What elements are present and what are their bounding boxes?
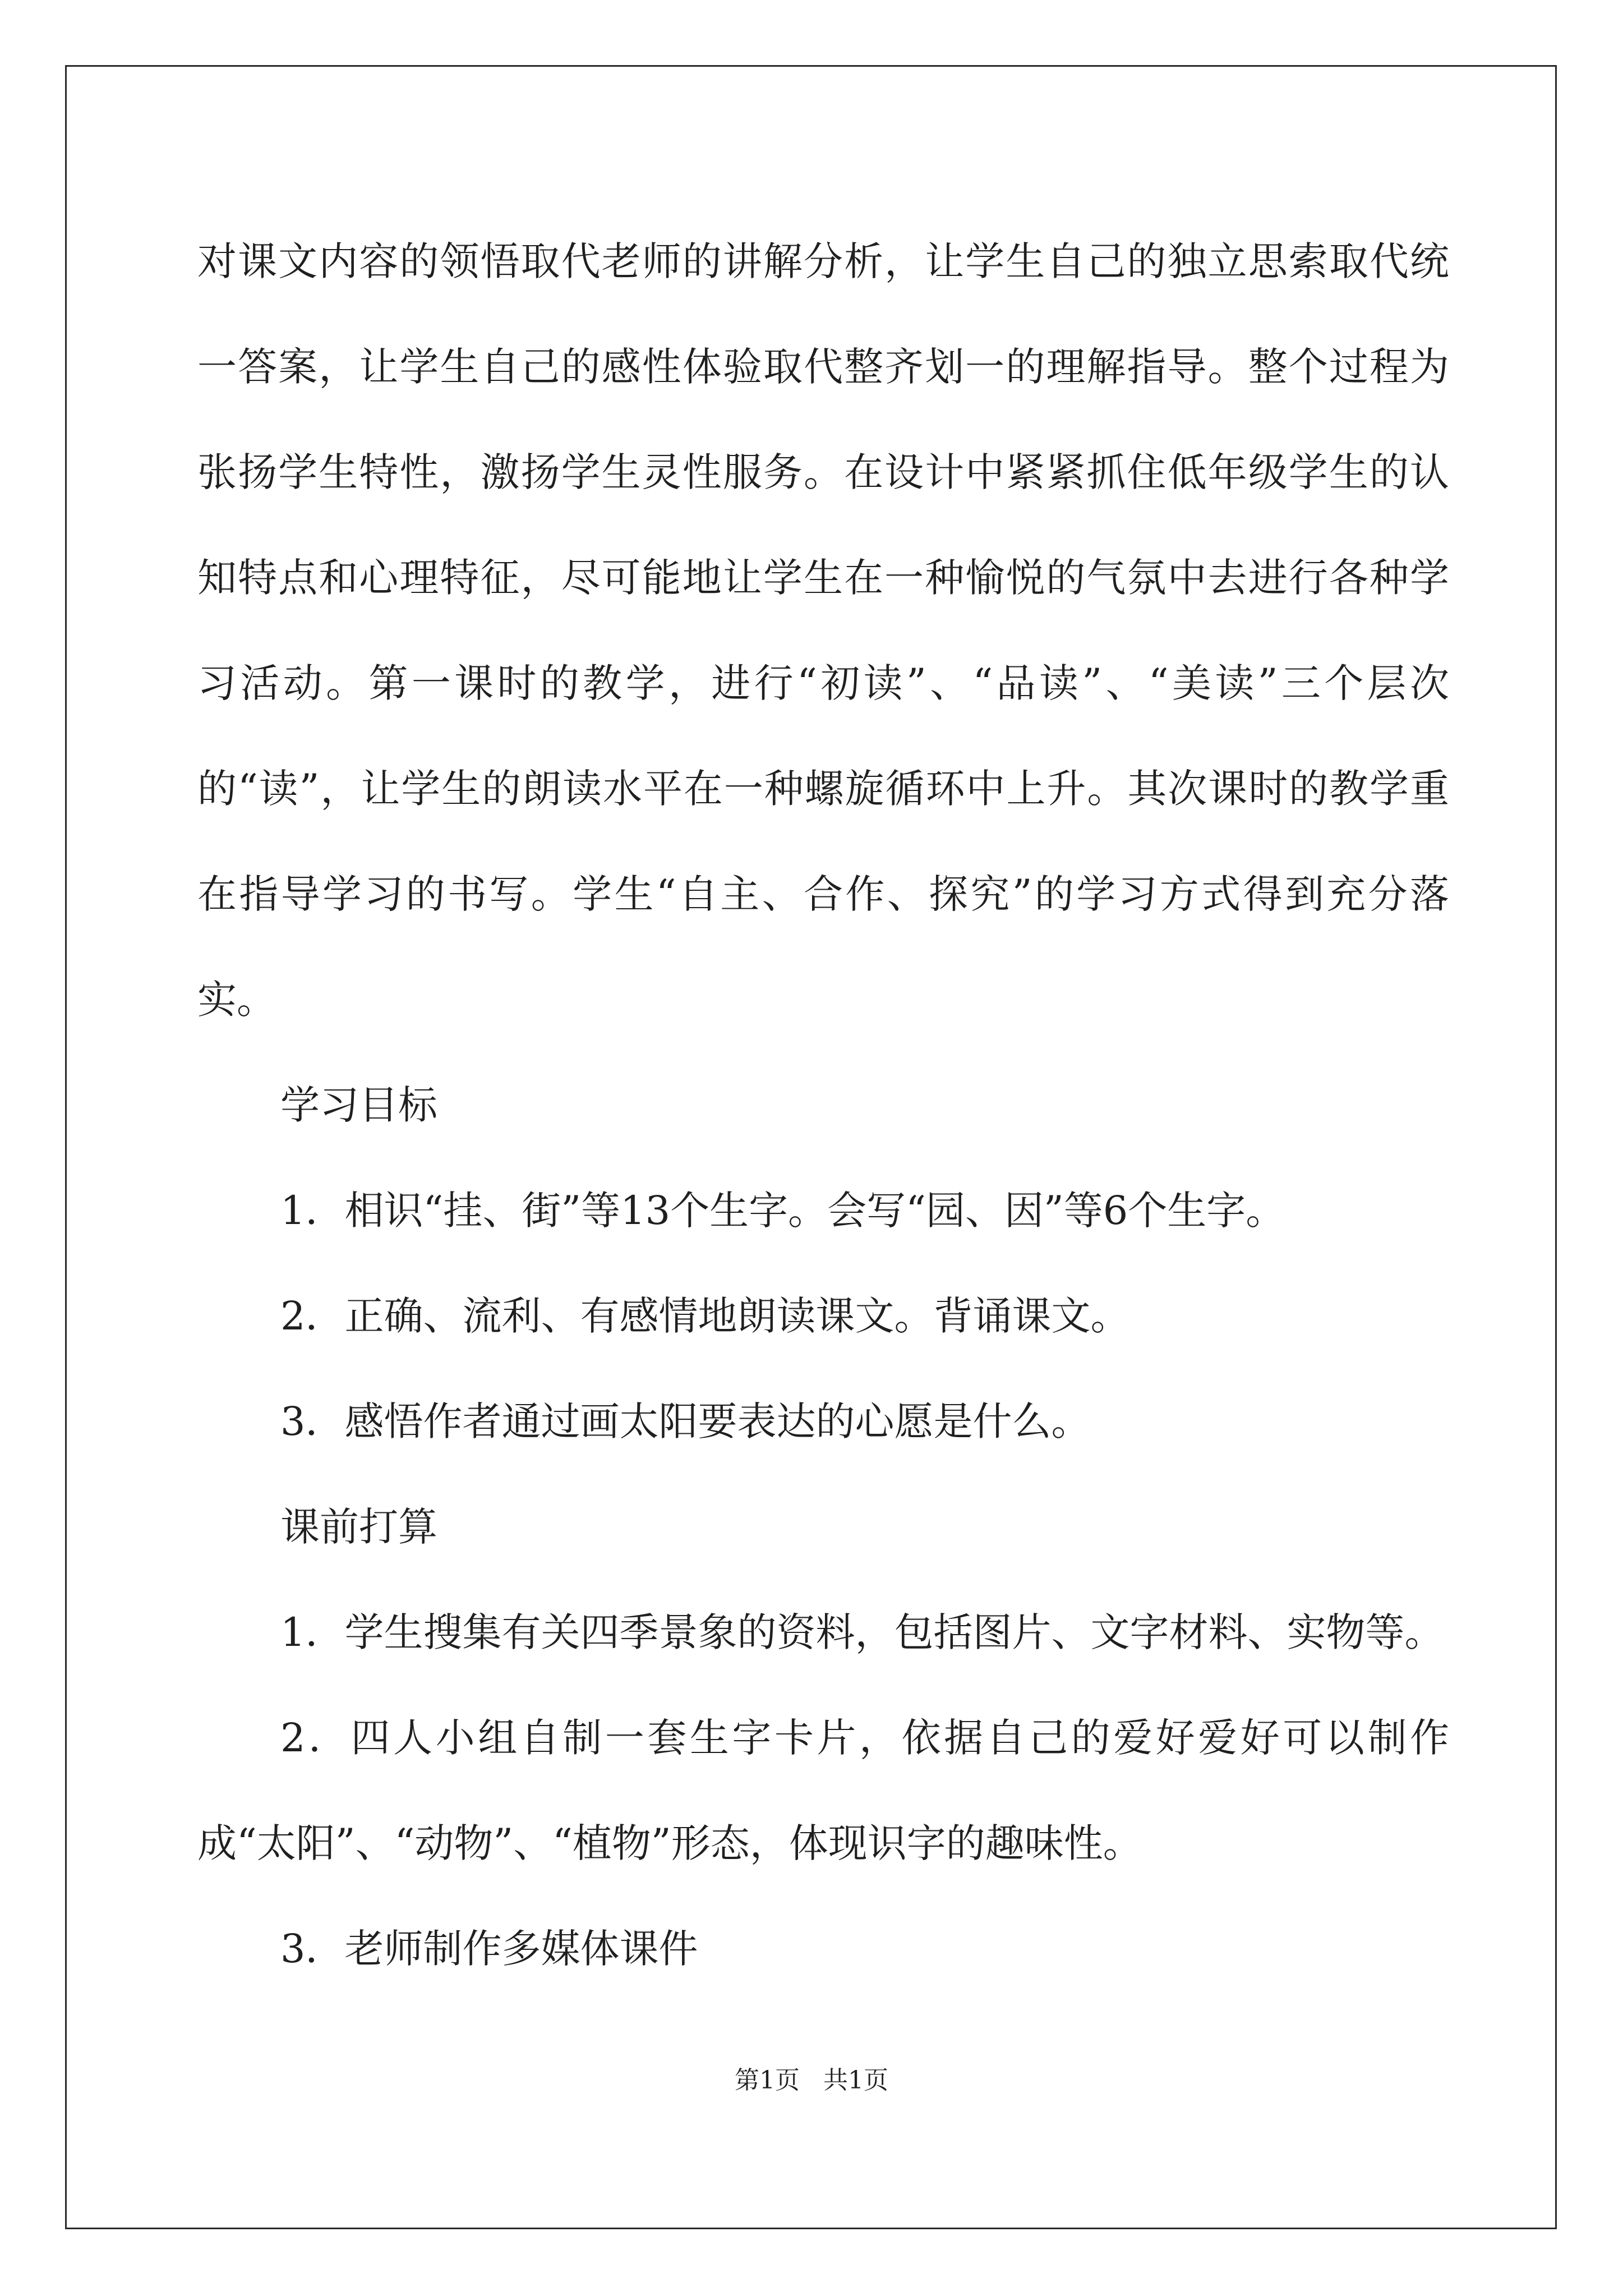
goal-item-1: 1．相识“挂、街”等13个生字。会写“园、因”等6个生字。 [280, 1188, 1285, 1234]
heading-learning-goals: 学习目标 [280, 1082, 437, 1128]
prep-item-1: 1．学生搜集有关四季景象的资料，包括图片、文字材料、实物等。 [280, 1609, 1444, 1655]
goal-item-3: 3．感悟作者通过画太阳要表达的心愿是什么。 [280, 1398, 1091, 1444]
document-body [197, 209, 1449, 2001]
goal-item-2: 2．正确、流利、有感情地朗读课文。背诵课文。 [280, 1293, 1130, 1339]
heading-preparation: 课前打算 [280, 1504, 437, 1550]
paragraph-intro: 对课文内容的领悟取代老师的讲解分析，让学生自己的独立思索取代统一答案，让学生自己的感性体验取代整齐划一的理解指导。整个过程为张扬学生特性，激扬学生灵性服务。在设计中紧紧抓住低年级学生的认知特点和心理特征，尽可能地让学生在一种愉悦的气氛中去进行各种学习活动。第一课时的教学，进行“初读”、“品读”、“美读”三个层次的“读”，让学生的朗读水平在一种螺旋循环中上升。其次课时的教学重在指导学习的书写。学生“自主、合作、探究”的学习方式得到充分落实。 [197, 238, 1449, 1023]
page-footer: 第1页 共1页 [735, 2066, 888, 2095]
prep-item-3: 3．老师制作多媒体课件 [280, 1926, 698, 1972]
prep-item-2: 2．四人小组自制一套生字卡片，依据自己的爱好爱好可以制作成“太阳”、“动物”、“植物”形态，体现识字的趣味性。 [197, 1715, 1449, 1866]
